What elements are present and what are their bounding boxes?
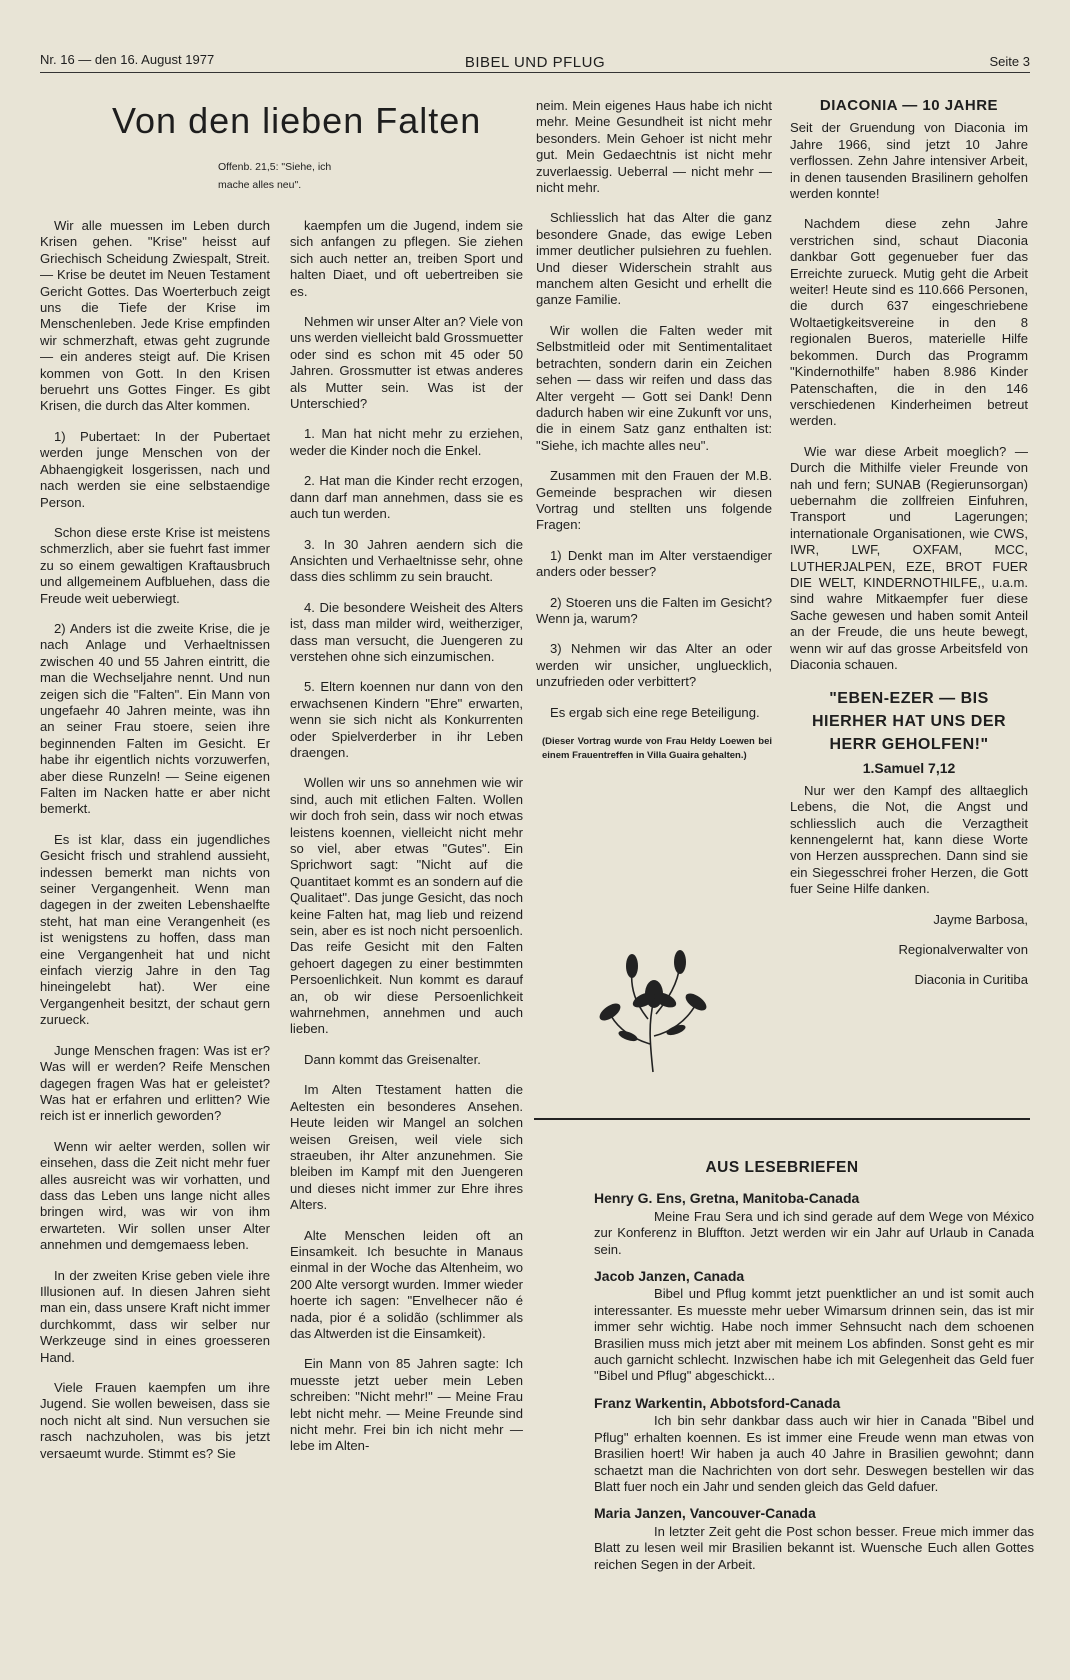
paragraph: Wie war diese Arbeit moeglich? — Durch die Mithilfe vieler Freunde von nah und fern; SUNAB (Regierunsorgan) uebernahm die zollfreien Einfuhren, Transport und Lagerungen; internationale Organisationen, wie CWS, IWR, LWF, OXFAM, MCC, LUTHERJALPEN, EZE, BROT FUER DIE WELT, KINDERNOTHILFE,, u.a.m. sind wahre Mitkaempfer fuer diese Sache gewesen und haben somit Anteil an der Freude, die uns heute bewegt, wenn wir auf das grosse Arbeitsfeld von Diaconia schauen. [790,443,1028,672]
paragraph: Schliesslich hat das Alter die ganz besondere Gnade, das ewige Leben immer deutlicher pulsiehren zu fuehlen. Und dieser Widerschein strahlt aus manchem alten Gesicht und erhellt die ganze Familie. [536,210,772,308]
paragraph: Schon diese erste Krise ist meistens schmerzlich, aber sie fuehrt fast immer zu so einem gewaltigen Kraftausbruch und allgemeinem Aufbluehen, dass die Freude weit ueberwiegt. [40,524,270,606]
letter-text: Meine Frau Sera und ich sind gerade auf dem Wege von México zur Konferenz in Bluffton. Jetzt werden wir ein Jahr auf Urlaub in Canada sein. [594,1208,1034,1257]
paragraph: Ein Mann von 85 Jahren sagte: Ich muesste jetzt ueber mein Leben schreiben: "Nicht mehr!" — Meine Frau lebt nicht mehr. — Meine Freunde sind nicht mehr. Frei bin ich nicht mehr — lebe im Alten- [290,1356,523,1454]
article-column-2 [290,218,523,1469]
paragraph: 1) Pubertaet: In der Pubertaet werden junge Menschen von der Abhaengigkeit losgerissen, nach und nach werden sie eine selbstaendige Person. [40,428,270,510]
paragraph: 3) Nehmen wir das Alter an oder werden wir unsicher, ungluecklich, unzufrieden oder verbittert? [536,641,772,690]
paragraph: Wir wollen die Falten weder mit Selbstmitleid oder mit Sentimentalitaet betrachten, sondern darin ein Zeichen sehen — dass wir reifen und dass das Alter vergeht — Gott sei Dank! Denn dadurch haben wir eine Zukunft vor uns, die in einem Satz ganz enthalten ist: "Siehe, ich machte alles neu". [536,322,772,453]
paragraph: Nachdem diese zehn Jahre verstrichen sind, schaut Diaconia dankbar Gott gegenueber fuer das Erreichte zurueck. Mutig geht die Arbeit weiter! Heute sind es 110.666 Personen, die durch 637 eingeschriebene Woltaetigkeitsvereine in den 8 regionalen Bueros, materielle Hilfe bekommen. Durch das Programm "Kindernothilfe" haben 8.986 Kinder Patenschaften, die in den 146 verschiedenen Kinderheimen betreut werden. [790,216,1028,429]
letter-author: Franz Warkentin, Abbotsford-Canada [594,1394,841,1411]
signature-org: Diaconia in Curitiba [914,972,1028,988]
diaconia-column [790,98,1028,1003]
paragraph: Viele Frauen kaempfen um ihre Jugend. Sie wollen beweisen, dass sie noch nicht alt sind. Nun versuchen sie rasch nachzuholen, was bis jetzt versaeumt wurde. Stimmt es? Sie [40,1380,270,1461]
paragraph: kaempfen um die Jugend, indem sie sich anfangen zu pflegen. Sie ziehen sich auch netter an, treiben Sport und halten Diaet, und oft uebertreiben sie es. [290,218,523,299]
paragraph: Junge Menschen fragen: Was ist er? Was will er werden? Reife Menschen dagegen fragen Was hat er geleistet? Was hat er erfahren und erlitten? Wie reich ist er innerlich geworden? [40,1042,270,1124]
signature-name: Jayme Barbosa, [933,911,1028,927]
paragraph: 5. Eltern koennen nur dann von den erwachsenen Kindern "Ehre" erwarten, wenn sie sich nicht als Konkurrenten oder Spielverderber in ihr Leben draengen. [290,679,523,760]
paragraph: 2. Hat man die Kinder recht erzogen, dann darf man annehmen, dass sie es auch tun werden. [290,473,523,522]
flower-illustration [588,944,718,1074]
paragraph: 4. Die besondere Weisheit des Alters ist, dass man milder wird, weitherziger, dass man versucht, die Juengeren zu verstehen ohne sich einzumischen. [290,599,523,664]
letter-text: Ich bin sehr dankbar dass auch wir hier in Canada "Bibel und Pflug" erhalten koennen. Es ist immer eine Freude wenn man etwas von Brasilien hoert! Wir haben ja auch 40 Jahre in Brasilien gewohnt; dann schaetzt man die Nachrichten von dort sehr. Deswegen bestellen wir das Blatt fuer noch ein Jahr und senden gleich das Geld dafuer. [594,1413,1034,1494]
paragraph: Es ist klar, dass ein jugendliches Gesicht frisch und strahlend aussieht, indessen bemerkt man nichts von seiner Vergangenheit. Wenn man dagegen in der zweiten Lebenshaelfte steht, hat man eine Verangenheit (es ist wenigstens zu hoffen, dass man eine Vergangenheit hat und nicht einfach vierzig Jahre in den Tag hineingelebt hat). Wer eine Vergangenheit besitzt, der schaut gern zurueck. [40,831,270,1028]
article-column-3 [536,98,772,777]
article-motto: Offenb. 21,5: "Siehe, ich mache alles neu". [218,161,332,191]
header-rule [40,72,1030,73]
page-number: Seite 3 [989,54,1030,69]
bible-reference: 1.Samuel 7,12 [862,760,956,777]
paragraph: Zusammen mit den Frauen der M.B. Gemeinde besprachen wir diesen Vortrag und stellten uns folgende Fragen: [536,468,772,533]
paragraph: 1) Denkt man im Alter verstaendiger anders oder besser? [536,547,772,580]
paragraph: Nur wer den Kampf des alltaeglich Lebens, die Not, die Angst und schliesslich auch die Verzagtheit kennengelernt hat, kann diese Worte von Herzen aussprechen. Dann sind sie ein Siegesschrei froher Herzen, die Gott fuer Seine Hilfe danken. [790,782,1028,897]
section-rule [534,1118,1030,1120]
paragraph: 2) Anders ist die zweite Krise, die je nach Anlage und Verhaeltnissen zwischen 40 und 55 Jahren eintritt, die man die Wechseljahre nennt. Und nun zeigen sich die "Falten". Ein Mann von ungefaehr 40 Jahren meinte, was ihn an seiner Frau stoere, seien ihre beginnenden Falten im Gesicht. Er habe ihr eigentlich nichts vorzuwerfen, aber diese Runzeln! — Seine eigenen Falten im Nacken hatte er aber nicht bemerkt. [40,620,270,817]
paragraph: Nehmen wir unser Alter an? Viele von uns werden vielleicht bald Grossmuetter oder sind es schon mit 45 oder 50 Jahren. Grossmutter ist etwas anderes als Mutter sein. Was ist der Unterschied? [290,314,523,412]
letters-title: AUS LESEBRIEFEN [705,1159,859,1176]
paragraph: Dann kommt das Greisenalter. [304,1051,481,1067]
article-note: (Dieser Vortrag wurde von Frau Heldy Loewen bei einem Frauentreffen in Villa Guaira gehalten.) [542,736,772,761]
article-title: Von den lieben Falten [112,100,482,141]
signature-role: Regionalverwalter von [898,942,1028,958]
letter-author: Henry G. Ens, Gretna, Manitoba-Canada [594,1190,860,1207]
newspaper-name: BIBEL UND PFLUG [464,54,606,71]
paragraph: 3. In 30 Jahren aendern sich die Ansichten und Verhaeltnisse sehr, ohne dass dies schlimm zu sein braucht. [290,536,523,585]
paragraph: 1. Man hat nicht mehr zu erziehen, weder die Kinder noch die Enkel. [290,426,523,458]
eben-ezer-heading: "EBEN-EZER — BIS HIERHER HAT UNS DER HERR GEHOLFEN!" [811,690,1007,754]
paragraph: Wir alle muessen im Leben durch Krisen gehen. "Krise" heisst auf Griechisch Scheidung Zwiespalt, Streit. — Krise be deutet im Neuen Testament Gericht Gottes. Das Woerterbuch zeigt uns die Tiefe der Krise im Menschenleben. Jede Krise empfinden wir schmerzhaft, etwas geht zugrunde — ein anderes steigt auf. Die Krisen kommen von Gott. In den Krisen beruehrt uns Gottes Finger. Es gibt Krisen, die durch das Alter kommen. [40,218,270,414]
paragraph: neim. Mein eigenes Haus habe ich nicht mehr. Meine Gesundheit ist nicht mehr besonders. Mein Gehoer ist nicht mehr gut. Mein Gedaechtnis ist nicht mehr zuverlaessig. Ueberral — nicht mehr — nicht mehr. [536,98,772,196]
page-header [40,52,1030,74]
paragraph: Seit der Gruendung von Diaconia im Jahre 1966, sind jetzt 10 Jahre verflossen. Zehn Jahre intensiver Arbeit, in denen tausenden Brasilinern geholfen werden konnte! [790,120,1028,202]
paragraph: Im Alten Ttestament hatten die Aeltesten ein besonderes Ansehen. Heute leiden wir Mangel an solchen weisen Greisen, weil viele sich straeuben, ihr Alter anzunehmen. Sie bleiben im Kampf mit den Juengeren und dieses nicht immer zur Ehre ihres Alters. [290,1082,523,1213]
article-column-1 [40,218,270,1476]
letter-author: Jacob Janzen, Canada [594,1268,745,1285]
paragraph: In der zweiten Krise geben viele ihre Illusionen auf. In diesen Jahren sieht man ein, dass unsere Kraft nicht immer durchkommt, dass wir selber nur Werkzeuge sind in eines groesseren Hand. [40,1267,270,1365]
paragraph: Es ergab sich eine rege Beteiligung. [550,704,760,720]
paragraph: 2) Stoeren uns die Falten im Gesicht? Wenn ja, warum? [536,594,772,626]
paragraph: Wenn wir aelter werden, sollen wir einsehen, dass die Zeit nicht mehr fuer alles ausreicht was wir vorhatten, und dass das Leben uns lange nicht alles bringen wird, was wir von ihm erwarteten. Wir sollen unser Alter annehmen und demgemaess leben. [40,1138,270,1253]
issue-date: Nr. 16 — den 16. August 1977 [40,52,215,67]
letter-author: Maria Janzen, Vancouver-Canada [594,1505,816,1522]
letter-text: In letzter Zeit geht die Post schon besser. Freue mich immer das Blatt zu lesen weil mir Brasilien bekannt ist. Wuensche Euch allen Gottes reichen Segen in der Arbeit. [594,1523,1034,1572]
diaconia-title: DIACONIA — 10 JAHRE [819,97,999,114]
paragraph: Wollen wir uns so annehmen wie wir sind, auch mit etlichen Falten. Wollen wir doch froh sein, dass wir noch etwas leistens koennen, vielleicht nicht mehr so viel, aber etwas "Gutes". Ein Sprichwort sagt: "Nicht auf die Quantitaet kommt es an sondern auf die Qualitaet". Das junge Gesicht, das noch keine Falten hat, mag lieb und reizend sein, aber es ist noch nicht persoenlich. Das reife Gesicht mit den Falten gehoert dagegen zu einer bestimmten Persoenlichkeit. Nun kommt es darauf an, ob wir diese Persoenlichkeit wahrnehmen, annehmen und auch lieben. [290,775,523,1037]
letters-section [534,1159,1034,1583]
letter-text: Bibel und Pflug kommt jetzt puenktlicher an und ist somit auch interessanter. Es muesste mehr ueber Wimarsum drinnen sein, das ist mir immer sehr wichtig. Habe noch immer Sehnsucht nach dem schoenen Brasilien muss mich jetzt aber mit meinem Los abfinden. Sonst geht es mir auch garnicht schlecht. Inzwischen habe ich mit Gelegenheit das Geld fuer "Bibel und Pflug" abgeschickt... [594,1286,1034,1384]
paragraph: Alte Menschen leiden oft an Einsamkeit. Ich besuchte in Manaus einmal in der Woche das Altenheim, wo 200 Alte versorgt wurden. Immer wieder hoerte ich sagen: "Envelhecer não é nada, pior é a solidão (schlimmer als das Altwerden ist die Einsamkeit). [290,1227,523,1341]
